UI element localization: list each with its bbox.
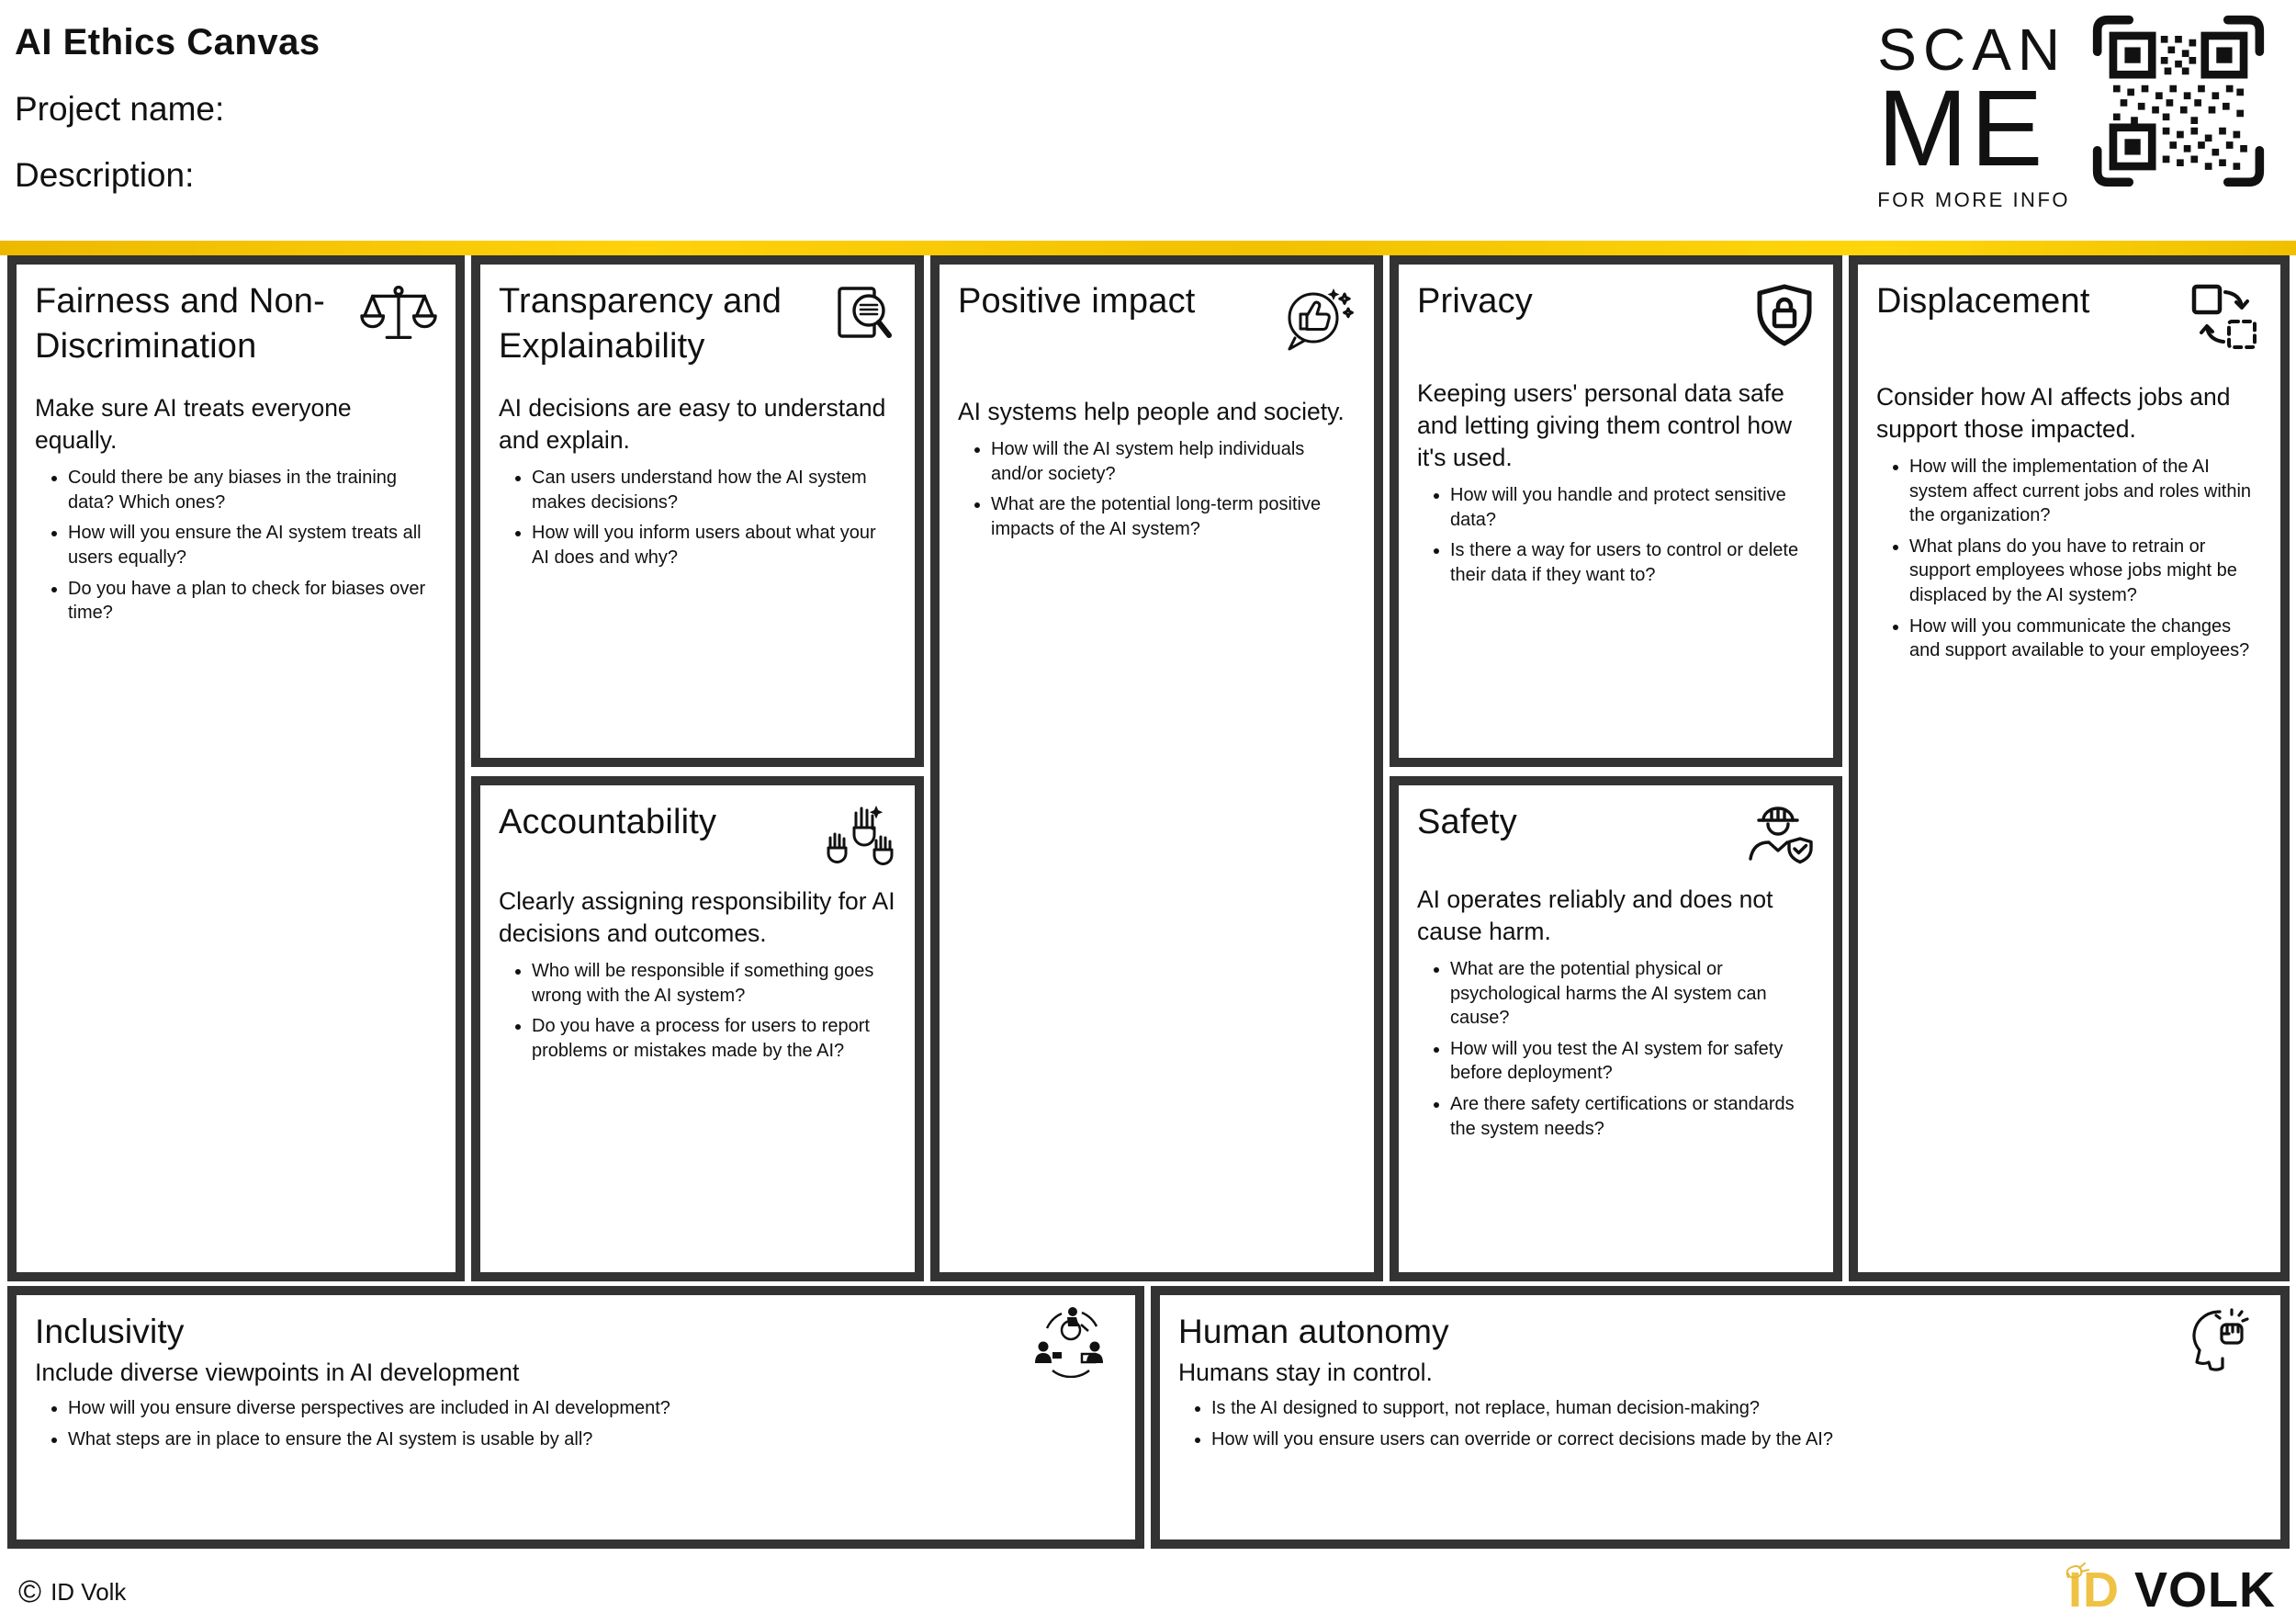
qr-code-icon bbox=[2090, 13, 2267, 194]
positive-impact-header bbox=[958, 279, 1356, 357]
accountability-title: Accountability bbox=[499, 803, 717, 841]
logo-id-text: ID bbox=[2068, 1562, 2120, 1618]
copyright-icon: © bbox=[18, 1574, 42, 1609]
scan-me-line1: SCAN bbox=[1877, 17, 2067, 83]
fairness-title: Fairness and Non-Discrimination bbox=[35, 282, 325, 366]
accountability-subtitle: Clearly assigning responsibility for AI decisions and outcomes. bbox=[499, 887, 895, 947]
question: • Is there a way for users to control or delete their data if they want to? bbox=[1450, 538, 1815, 587]
scan-me-text bbox=[1877, 13, 2070, 212]
head-fist-icon bbox=[2183, 1304, 2257, 1381]
inclusivity-questions bbox=[35, 1396, 1117, 1451]
question: • Could there be any biases in the training data? Which ones? bbox=[68, 466, 437, 514]
question: • How will you ensure users can override or correct decisions made by the AI? bbox=[1211, 1427, 2262, 1452]
displacement-box bbox=[1849, 255, 2290, 1281]
question: • How will you handle and protect sensitive data? bbox=[1450, 483, 1815, 532]
privacy-box bbox=[1390, 255, 1842, 767]
raised-hands-icon bbox=[823, 804, 896, 878]
idvolk-logo bbox=[2068, 1562, 2276, 1618]
fairness-questions bbox=[35, 466, 437, 626]
logo-volk-text: VOLK bbox=[2133, 1562, 2276, 1618]
scan-me-caption: FOR MORE INFO bbox=[1877, 187, 2070, 211]
question: • What are the potential long-term positive impacts of the AI system? bbox=[991, 492, 1356, 541]
shield-lock-icon bbox=[1754, 283, 1815, 354]
scan-me-block bbox=[1877, 13, 2267, 212]
document-magnifier-icon bbox=[828, 283, 896, 355]
human-autonomy-subtitle: Humans stay in control. bbox=[1178, 1359, 1433, 1387]
positive-impact-questions bbox=[958, 437, 1356, 541]
balance-scales-icon bbox=[360, 283, 437, 348]
transparency-title: Transparency and Explainability bbox=[499, 282, 782, 366]
safety-questions bbox=[1417, 957, 1815, 1141]
privacy-header bbox=[1417, 279, 1815, 354]
human-autonomy-box bbox=[1151, 1286, 2290, 1549]
question: • Are there safety certifications or standards the system needs? bbox=[1450, 1092, 1815, 1141]
copyright-text: ID Volk bbox=[51, 1577, 127, 1606]
privacy-subtitle: Keeping users' personal data safe and letting giving them control how it's used. bbox=[1417, 379, 1793, 471]
question: • How will you inform users about what your AI does and why? bbox=[532, 521, 896, 570]
question: • How will you ensure diverse perspectives are included in AI development? bbox=[68, 1396, 1117, 1421]
question: • Is the AI designed to support, not replace, human decision-making? bbox=[1211, 1396, 2262, 1421]
question: • Who will be responsible if something goes wrong with the AI system? bbox=[532, 959, 896, 1008]
safety-worker-shield-icon bbox=[1743, 804, 1815, 876]
question: • Do you have a plan to check for biases over time? bbox=[68, 577, 437, 626]
question: • How will you communicate the changes and support available to your employees? bbox=[1909, 615, 2262, 663]
question: • What plans do you have to retrain or support employees whose jobs might be displaced by the AI system? bbox=[1909, 535, 2262, 608]
human-autonomy-title: Human autonomy bbox=[1178, 1313, 1449, 1350]
description-label: Description: bbox=[15, 156, 195, 194]
scan-me-line2: ME bbox=[1877, 68, 2046, 189]
safety-subtitle: AI operates reliably and does not cause harm. bbox=[1417, 885, 1773, 945]
accountability-questions bbox=[499, 959, 896, 1063]
fairness-header bbox=[35, 279, 437, 368]
question: • Do you have a process for users to report problems or mistakes made by the AI? bbox=[532, 1014, 896, 1063]
page-title: AI Ethics Canvas bbox=[15, 22, 321, 62]
project-name-label: Project name: bbox=[15, 90, 225, 128]
privacy-title: Privacy bbox=[1417, 282, 1533, 321]
displacement-title: Displacement bbox=[1876, 282, 2090, 321]
question: • Can users understand how the AI system makes decisions? bbox=[532, 466, 896, 514]
transparency-box bbox=[471, 255, 924, 767]
copyright bbox=[18, 1576, 126, 1607]
human-autonomy-questions bbox=[1178, 1396, 2262, 1451]
question: • How will the AI system help individuals and/or society? bbox=[991, 437, 1356, 486]
transparency-subtitle: AI decisions are easy to understand and explain. bbox=[499, 394, 886, 455]
fairness-box bbox=[7, 255, 465, 1281]
positive-impact-title: Positive impact bbox=[958, 282, 1196, 321]
safety-title: Safety bbox=[1417, 803, 1517, 841]
positive-impact-box bbox=[930, 255, 1383, 1281]
inclusivity-subtitle: Include diverse viewpoints in AI development bbox=[35, 1359, 520, 1387]
question: • How will you test the AI system for safety before deployment? bbox=[1450, 1037, 1815, 1086]
logo-doodle-icon bbox=[2063, 1539, 2094, 1596]
question: • What are the potential physical or psychological harms the AI system can cause? bbox=[1450, 957, 1815, 1031]
question: • What steps are in place to ensure the AI system is usable by all? bbox=[68, 1427, 1117, 1452]
inclusive-group-icon bbox=[1030, 1304, 1111, 1382]
displacement-questions bbox=[1876, 455, 2262, 663]
displacement-header bbox=[1876, 279, 2262, 357]
job-displacement-icon bbox=[2189, 283, 2262, 357]
accountability-header bbox=[499, 800, 896, 878]
privacy-questions bbox=[1417, 483, 1815, 587]
transparency-questions bbox=[499, 466, 896, 570]
displacement-subtitle: Consider how AI affects jobs and support those impacted. bbox=[1876, 383, 2231, 443]
yellow-divider bbox=[0, 241, 2296, 255]
inclusivity-box bbox=[7, 1286, 1144, 1549]
transparency-header bbox=[499, 279, 896, 368]
fairness-subtitle: Make sure AI treats everyone equally. bbox=[35, 394, 352, 455]
safety-header bbox=[1417, 800, 1815, 876]
inclusivity-title: Inclusivity bbox=[35, 1313, 185, 1350]
safety-box bbox=[1390, 776, 1842, 1281]
thumbs-up-stars-icon bbox=[1282, 283, 1356, 357]
question: • How will you ensure the AI system treats all users equally? bbox=[68, 521, 437, 570]
positive-impact-subtitle: AI systems help people and society. bbox=[958, 398, 1345, 425]
question: • How will the implementation of the AI system affect current jobs and roles within the organization? bbox=[1909, 455, 2262, 528]
accountability-box bbox=[471, 776, 924, 1281]
